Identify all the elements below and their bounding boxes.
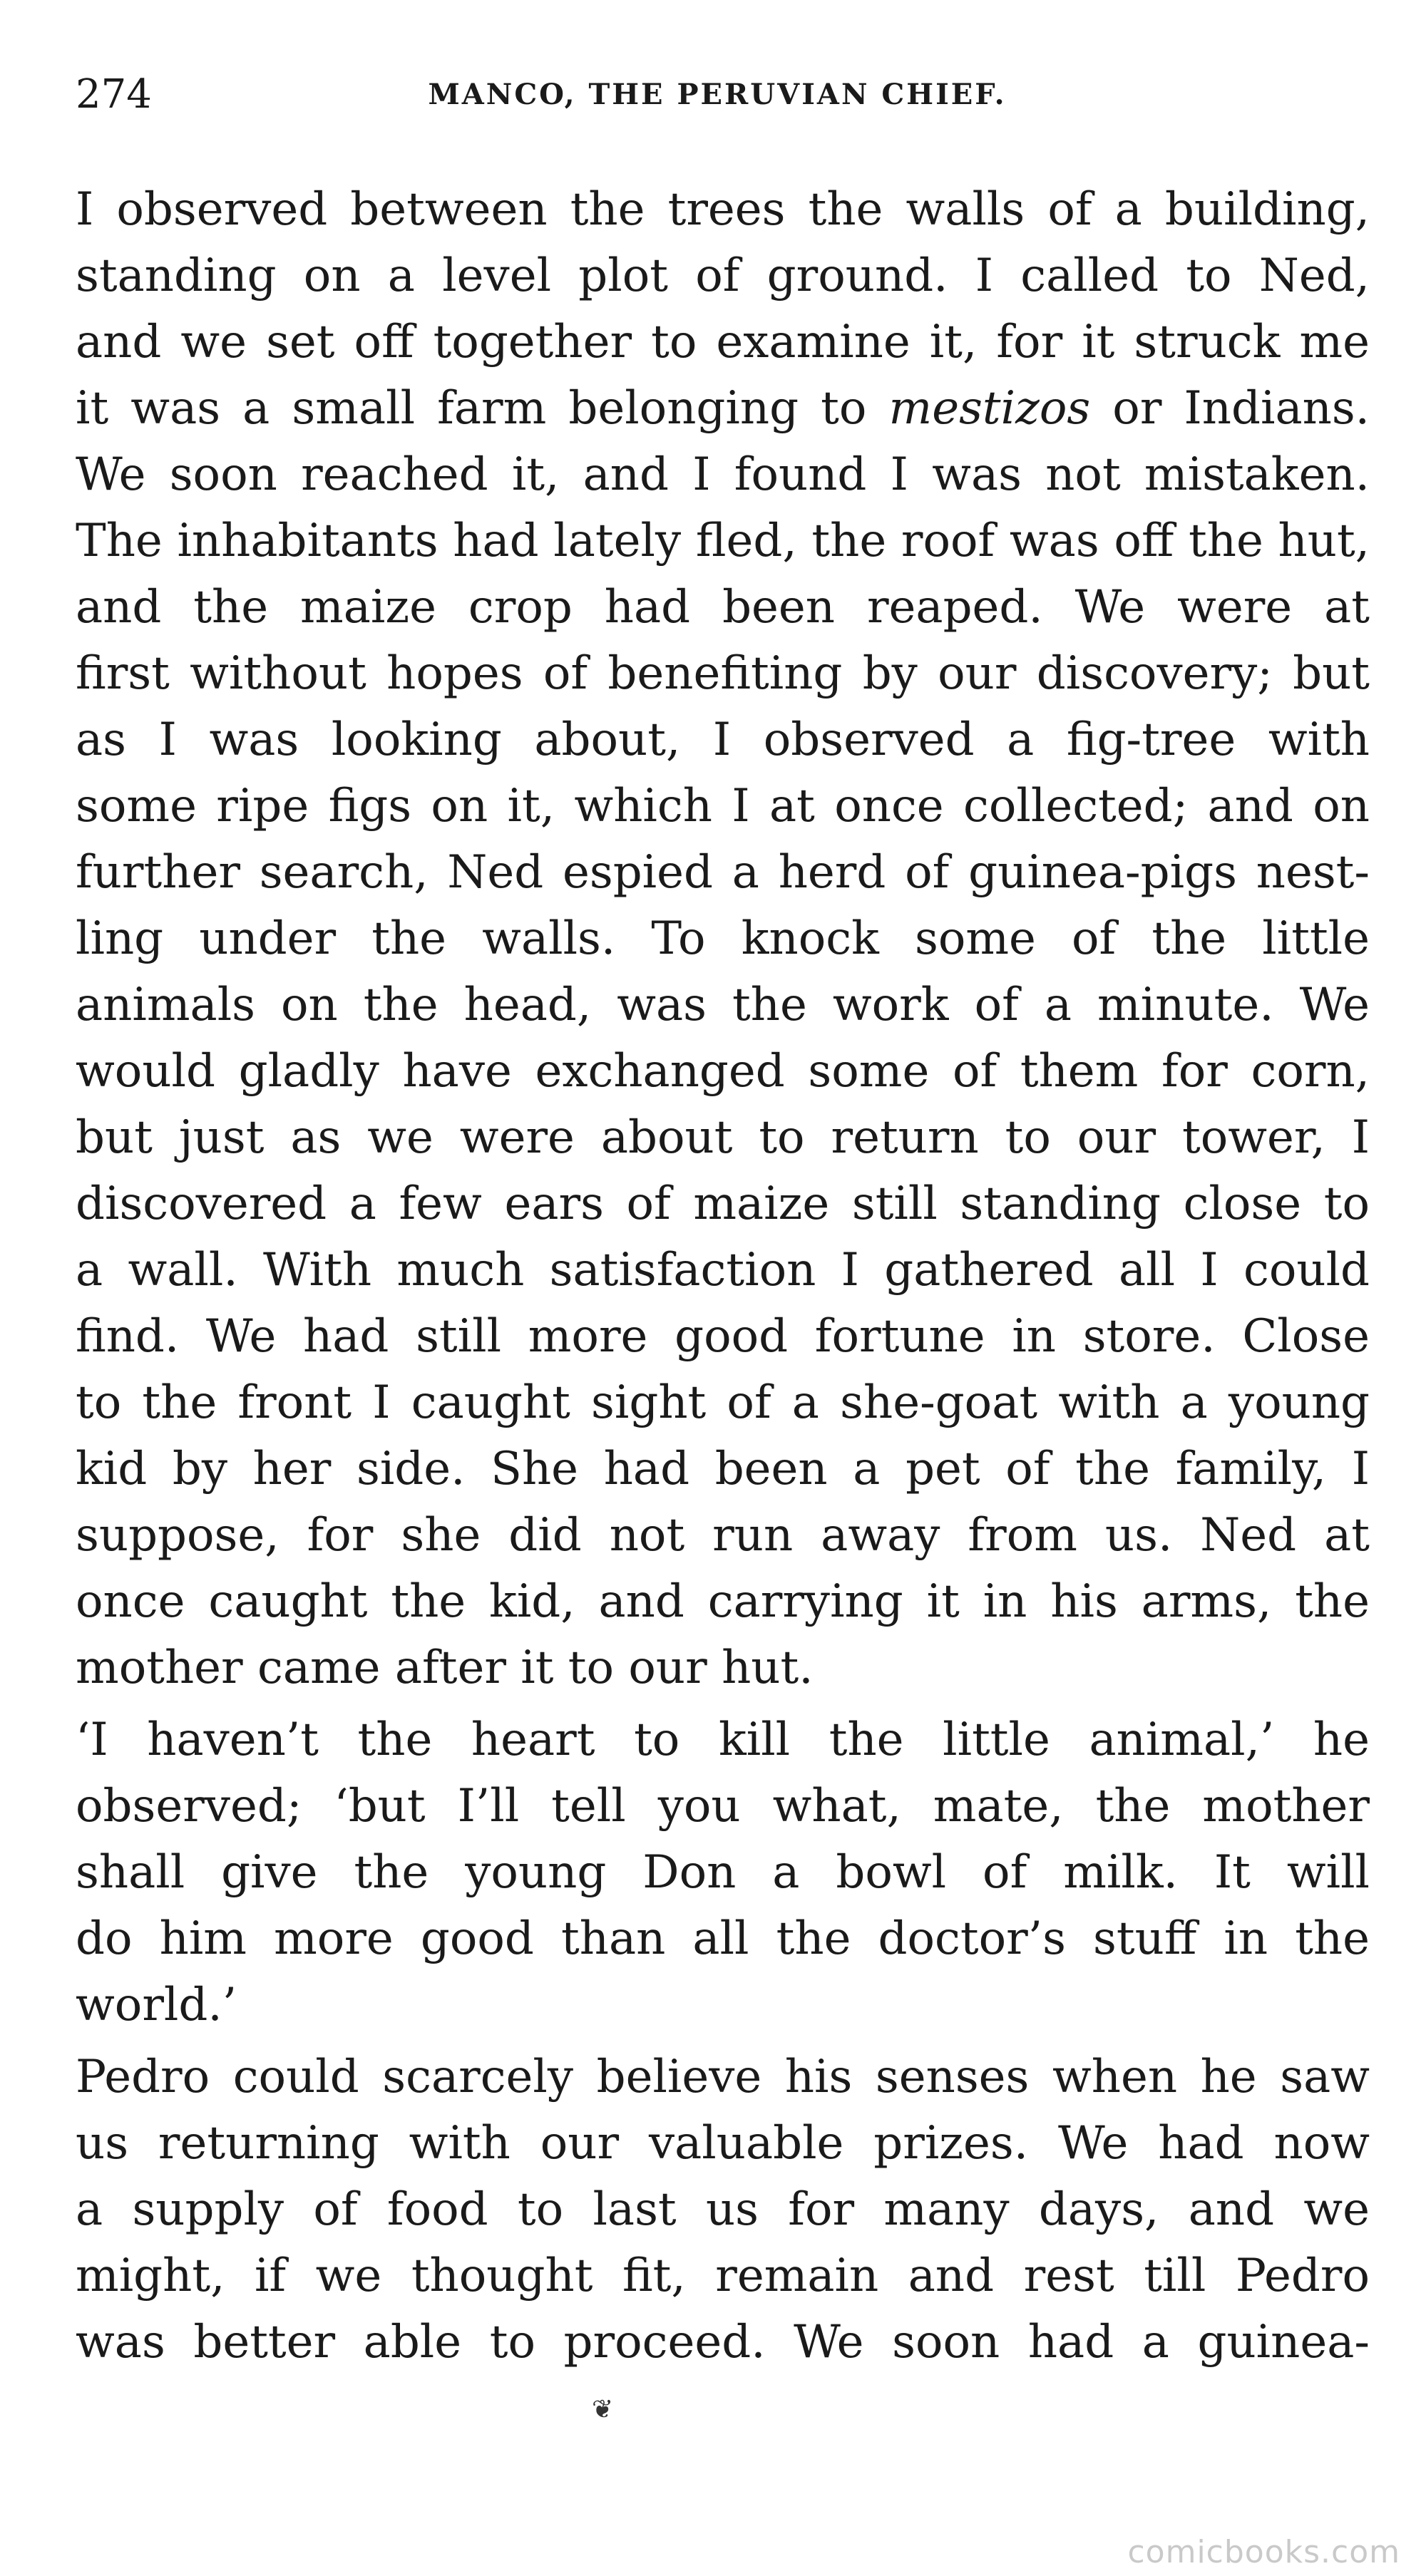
text-line: do him more good than all the doctor’s stuff in the [76,1912,1370,1965]
text-line: find. We had still more good fortune in store. Close [76,1310,1370,1363]
running-head: MANCO, THE PERUVIAN CHIEF. [428,78,1007,111]
text-line: was better able to proceed. We soon had a guinea- [76,2316,1370,2369]
text-line: to the front I caught sight of a she-goat with a young [76,1376,1370,1429]
text-line: The inhabitants had lately fled, the roof was off the hut, [76,515,1370,567]
italic-word: mestizos [888,382,1091,435]
text-line: ‘I haven’t the heart to kill the little animal,’ he [76,1714,1370,1766]
watermark: comicbooks.com [1127,2534,1400,2570]
text-line: mother came after it to our hut. [76,1642,814,1694]
text-line: but just as we were about to return to our tower, I [76,1111,1370,1164]
text-line: a supply of food to last us for many days, and we [76,2183,1370,2236]
text-line: as I was looking about, I observed a fig-tree with [76,713,1370,766]
text-line: ling under the walls. To knock some of the little [76,912,1370,965]
text-line: discovered a few ears of maize still standing close to [76,1178,1370,1230]
text-line: a wall. With much satisfaction I gathered all I could [76,1244,1370,1297]
paragraph-2 [76,1707,1370,2039]
text-line: it was a small farm belonging to mestizos or Indians. [76,382,1370,435]
paragraph-gap [76,2039,1370,2044]
text-line: animals on the head, was the work of a minute. We [76,979,1370,1031]
paragraph-gap [76,1701,1370,1707]
text-line: kid by her side. She had been a pet of the family, I [76,1443,1370,1495]
page-number: 274 [76,71,152,118]
text-line: and the maize crop had been reaped. We were at [76,581,1370,634]
text-line: first without hopes of benefiting by our discovery; but [76,647,1370,700]
text-line: once caught the kid, and carrying it in his arms, the [76,1575,1370,1628]
text-line: Pedro could scarcely believe his senses when he saw [76,2051,1370,2103]
text-line: observed; ‘but I’ll tell you what, mate, the mother [76,1780,1370,1833]
text-line: I observed between the trees the walls of a building, [76,183,1370,236]
text-line: us returning with our valuable prizes. We had now [76,2117,1370,2170]
text-line: We soon reached it, and I found I was not mistaken. [76,448,1370,501]
body-text [76,177,1370,2376]
page-header [76,63,1359,127]
text-line: further search, Ned espied a herd of guinea-pigs nest- [76,846,1370,899]
text-line: would gladly have exchanged some of them for corn, [76,1045,1370,1098]
ornament-icon: ❦ [592,2395,614,2424]
text-line: suppose, for she did not run away from us. Ned at [76,1509,1370,1562]
text-line: world.’ [76,1979,237,2031]
text-line: shall give the young Don a bowl of milk. It will [76,1846,1370,1899]
text-line: and we set off together to examine it, for it struck me [76,316,1370,369]
paragraph-1 [76,177,1370,1701]
text-line: some ripe figs on it, which I at once collected; and on [76,780,1370,833]
text-line: might, if we thought fit, remain and rest till Pedro [76,2250,1370,2302]
paragraph-3 [76,2044,1370,2376]
text-line: standing on a level plot of ground. I called to Ned, [76,249,1370,302]
